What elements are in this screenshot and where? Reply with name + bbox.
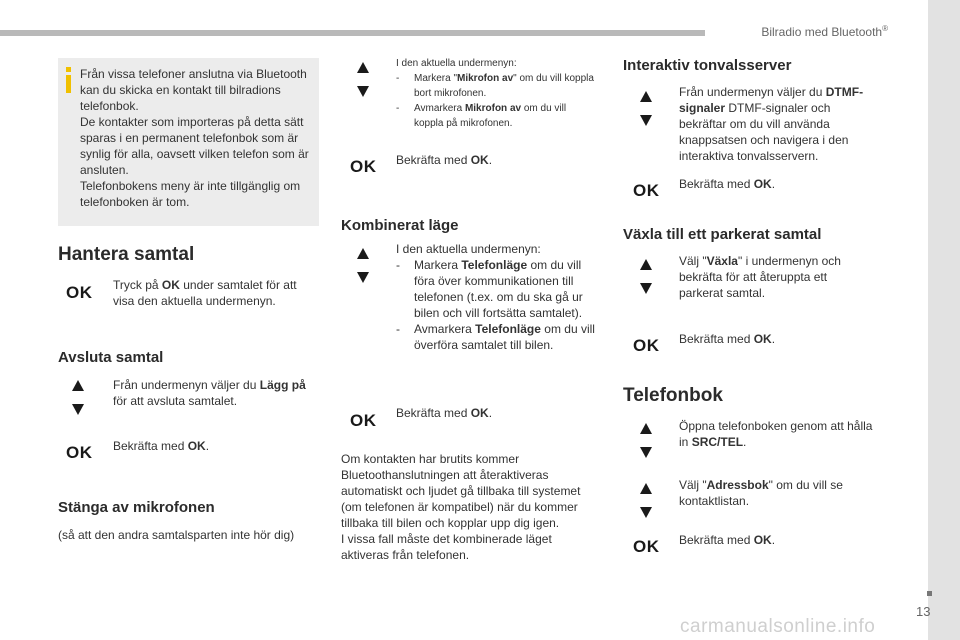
heading-avsluta-samtal: Avsluta samtal bbox=[58, 349, 164, 366]
ok-button-icon: OK bbox=[66, 283, 93, 302]
stanga-subtext: (så att den andra samtalsparten inte hör dig) bbox=[58, 528, 295, 542]
ok-button-icon: OK bbox=[350, 411, 377, 430]
side-rail bbox=[928, 0, 960, 640]
avsluta-text: Från undermenyn väljer du Lägg på för att avsluta samtalet. bbox=[113, 378, 306, 408]
vaxla-text: Välj "Växla" i undermenyn och bekräfta för att återuppta ett parkerat samtal. bbox=[679, 254, 841, 300]
mikrofon-submenu: I den aktuella undermenyn: - Markera "Mikrofon av" om du vill koppla bort mikrofonen. - Avmarkera Mikrofon av om du vill koppla på mikrofonen. bbox=[396, 56, 596, 131]
interaktiv-confirm: Bekräfta med OK. bbox=[679, 177, 776, 191]
header-rule bbox=[0, 30, 705, 36]
info-icon bbox=[66, 67, 71, 93]
heading-vaxla-parkerat-samtal: Växla till ett parkerat samtal bbox=[623, 226, 822, 243]
up-down-arrows-icon bbox=[640, 483, 654, 519]
vaxla-confirm: Bekräfta med OK. bbox=[679, 332, 776, 346]
telefonbok-confirm: Bekräfta med OK. bbox=[679, 533, 776, 547]
up-down-arrows-icon bbox=[640, 259, 654, 295]
up-down-arrows-icon bbox=[72, 380, 86, 416]
heading-hantera-samtal: Hantera samtal bbox=[58, 244, 195, 265]
mikrofon-confirm: Bekräfta med OK. bbox=[396, 153, 493, 167]
kombinerat-submenu: I den aktuella undermenyn: - Markera Telefonläge om du vill föra över kommunikationen till telefonen (t.ex. om du ska gå ur bilen och vill fortsätta samtalet). - Avmarkera Telefonläge om du vill överföra samtalet till bilen. bbox=[396, 241, 596, 353]
telefonbok-open-text: Öppna telefonboken genom att hålla in SRC/TEL. bbox=[679, 419, 873, 449]
watermark: carmanualsonline.info bbox=[680, 616, 876, 637]
heading-telefonbok: Telefonbok bbox=[623, 385, 723, 406]
heading-stanga-mikrofonen: Stänga av mikrofonen bbox=[58, 499, 215, 516]
kombinerat-note: Om kontakten har brutits kommer Bluetoothanslutningen att återaktiveras automatiskt och ljudet gå tillbaka till systemet (om telefonen är kompatibel) när du kommer tillbaka till bilen och kopplar upp dig igen. I vissa fall måste det kombinerade läget aktiveras från telefonen. bbox=[341, 452, 581, 562]
ok-button-icon: OK bbox=[350, 157, 377, 176]
heading-kombinerat-lage: Kombinerat läge bbox=[341, 217, 459, 234]
up-down-arrows-icon bbox=[357, 248, 371, 284]
page-number: 13 bbox=[916, 604, 931, 619]
kombinerat-confirm: Bekräfta med OK. bbox=[396, 406, 493, 420]
ok-button-icon: OK bbox=[633, 336, 660, 355]
info-text: Från vissa telefoner anslutna via Bluetooth kan du skicka en kontakt till bilradions telefonbok. De kontakter som importeras på detta sätt sparas i en permanent telefonbok som är synlig för alla, oavsett vilken telefon som är ansluten. Telefonbokens meny är inte tillgänglig om telefonboken är tom. bbox=[80, 67, 309, 209]
hantera-text: Tryck på OK under samtalet för att visa den aktuella undermenyn. bbox=[113, 278, 297, 308]
heading-interaktiv-tonvalsserver: Interaktiv tonvalsserver bbox=[623, 57, 792, 74]
interaktiv-text: Från undermenyn väljer du DTMF-signaler DTMF-signaler och bekräftar om du vill använda knappsatsen och navigera i den interaktiva tonvalsservern. bbox=[679, 85, 864, 163]
up-down-arrows-icon bbox=[640, 91, 654, 127]
ok-button-icon: OK bbox=[66, 443, 93, 462]
telefonbok-select-text: Välj "Adressbok" om du vill se kontaktlistan. bbox=[679, 478, 843, 508]
info-box bbox=[58, 58, 319, 226]
up-down-arrows-icon bbox=[357, 62, 371, 98]
page-marker bbox=[927, 591, 932, 596]
avsluta-confirm: Bekräfta med OK. bbox=[113, 439, 210, 453]
ok-button-icon: OK bbox=[633, 537, 660, 556]
page-header: Bilradio med Bluetooth® bbox=[761, 24, 888, 39]
ok-button-icon: OK bbox=[633, 181, 660, 200]
up-down-arrows-icon bbox=[640, 423, 654, 459]
